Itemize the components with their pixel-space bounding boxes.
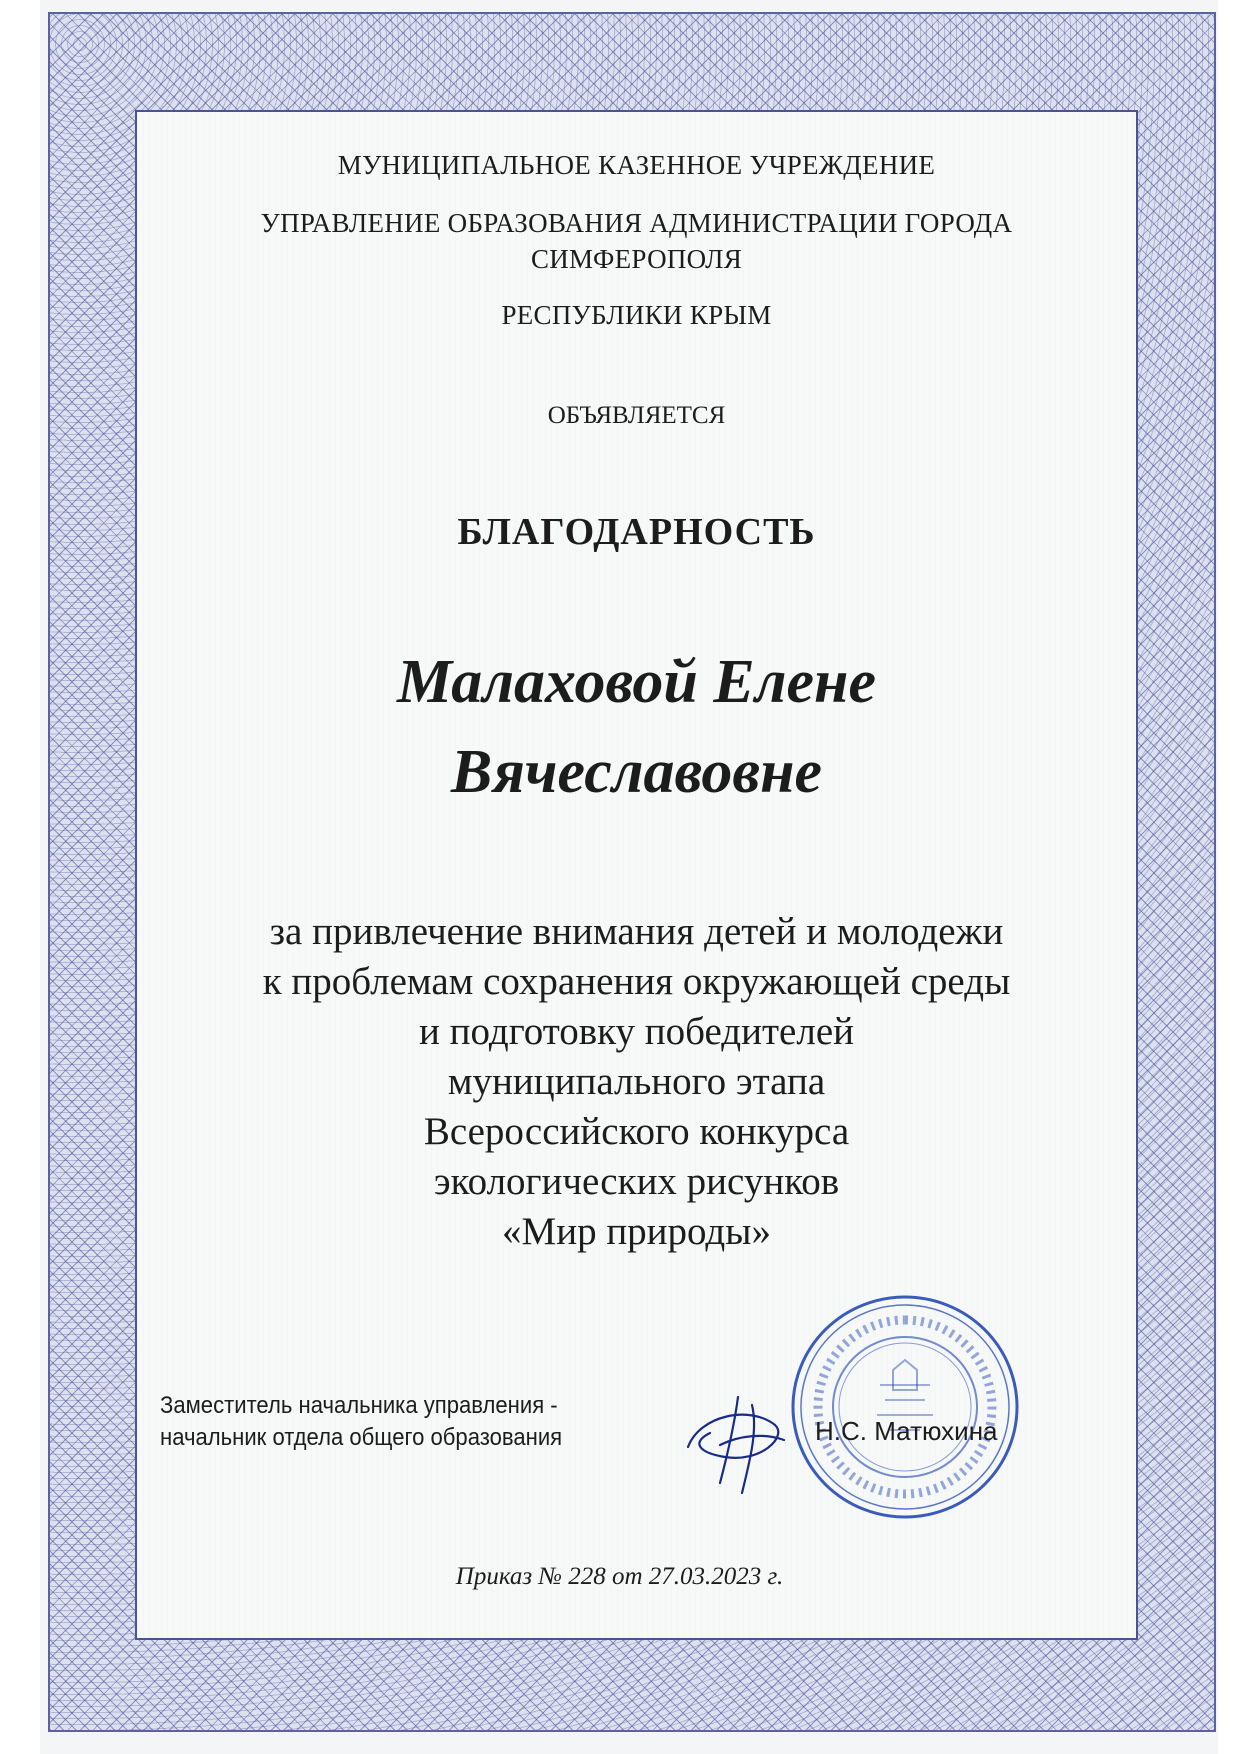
signatory-name: Н.С. Матюхина: [815, 1416, 998, 1446]
recipient-name-line-1: Малаховой Елене: [396, 648, 877, 716]
certificate-title: БЛАГОДАРНОСТЬ: [457, 511, 816, 553]
order-reference: Приказ № 228 от 27.03.2023 г.: [455, 1563, 784, 1590]
reason-line-1: за привлечение внимания детей и молодежи: [269, 910, 1004, 953]
header-line-4: РЕСПУБЛИКИ КРЫМ: [501, 300, 772, 330]
recipient-name-line-2: Вячеславовне: [450, 738, 823, 806]
signatory-position-line-2: начальник отдела общего образования: [160, 1424, 563, 1451]
reason-line-3: и подготовку победителей: [418, 1010, 855, 1053]
signature: [680, 1385, 800, 1500]
signatory-position-line-1: Заместитель начальника управления -: [160, 1392, 558, 1419]
official-stamp: [785, 1290, 1025, 1525]
header-line-1: МУНИЦИПАЛЬНОЕ КАЗЕННОЕ УЧРЕЖДЕНИЕ: [337, 150, 936, 180]
reason-line-2: к проблемам сохранения окружающей среды: [262, 960, 1011, 1003]
announce-text: ОБЪЯВЛЯЕТСЯ: [547, 402, 726, 429]
header-line-2: УПРАВЛЕНИЕ ОБРАЗОВАНИЯ АДМИНИСТРАЦИИ ГОРОДА: [260, 208, 1013, 238]
signatory-position: [160, 1390, 562, 1454]
header-line-3: СИМФЕРОПОЛЯ: [530, 244, 743, 274]
reason-line-5: Всероссийского конкурса: [423, 1110, 850, 1153]
reason-line-4: муниципального этапа: [447, 1060, 826, 1103]
reason-line-6: экологических рисунков: [433, 1160, 840, 1203]
reason-line-7: «Мир природы»: [502, 1210, 771, 1253]
